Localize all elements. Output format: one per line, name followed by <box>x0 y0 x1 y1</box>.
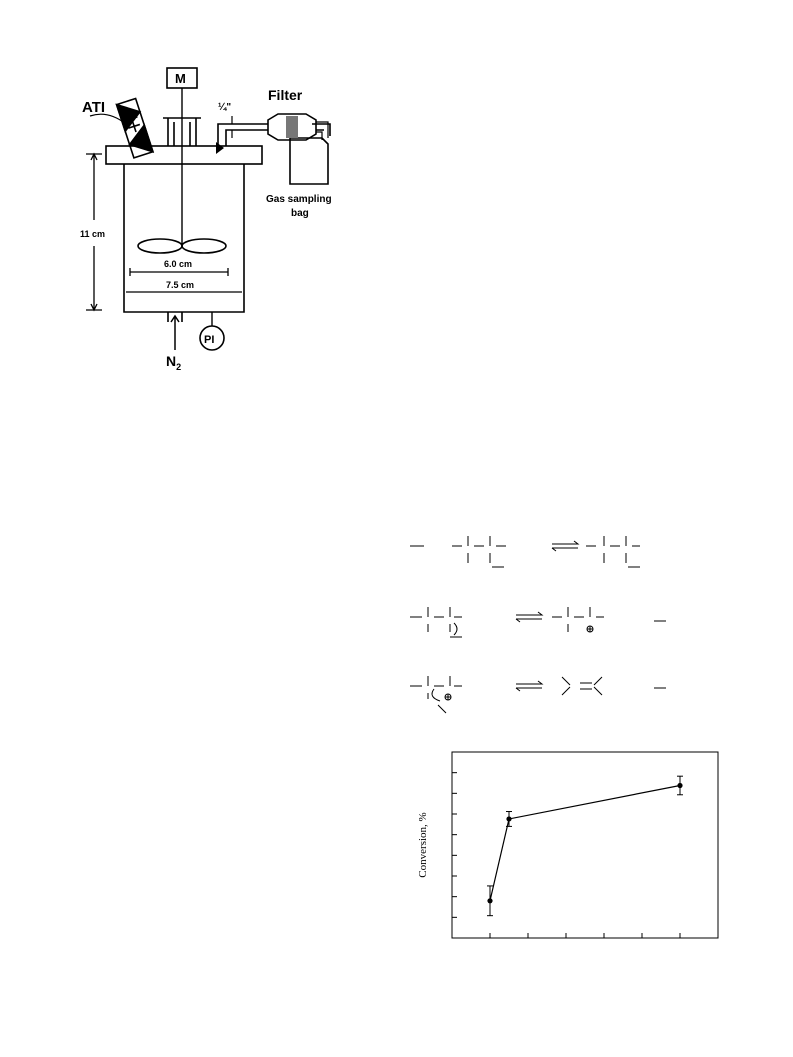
motor-label: M <box>175 71 186 86</box>
scheme-row2-carbocation <box>552 607 604 632</box>
pressure-indicator-label: PI <box>204 334 215 346</box>
scheme-row1-equilibrium-arrow <box>552 541 578 551</box>
scheme-row1-product <box>586 536 640 567</box>
data-point <box>677 783 682 788</box>
impeller-left-blade <box>138 239 182 253</box>
scheme-row2-equilibrium-arrow <box>516 612 542 622</box>
data-point <box>506 816 511 821</box>
conversion-series <box>487 776 683 916</box>
ati-probe <box>117 98 153 157</box>
scheme-row3-alkene <box>562 677 602 695</box>
gas-sampling-bag <box>290 138 328 184</box>
ati-label: ATI <box>82 99 106 116</box>
reactor-diagram <box>60 60 380 380</box>
series-line <box>490 785 680 900</box>
outlet-valve <box>216 142 224 154</box>
impeller-width-dimension <box>130 268 228 276</box>
scheme-row3-reactant <box>410 676 462 713</box>
vessel-flange <box>106 146 262 164</box>
vessel-width-label: 7.5 cm <box>166 280 195 290</box>
scheme-row3-equilibrium-arrow <box>516 681 542 691</box>
bag-label-line1: Gas sampling <box>266 194 332 205</box>
pipe-size-label: ¼" <box>218 102 232 113</box>
y-axis-label: Conversion, % <box>417 812 429 878</box>
n2-inlet-arrow <box>171 316 179 350</box>
impeller-width-label: 6.0 cm <box>164 259 193 269</box>
data-point <box>487 898 492 903</box>
bag-label-line2: bag <box>291 208 309 219</box>
plot-frame <box>452 752 718 938</box>
height-label: 11 cm <box>80 229 106 239</box>
filter-packing <box>286 116 298 138</box>
conversion-chart <box>408 740 728 950</box>
x-axis-ticks <box>490 933 680 938</box>
reaction-scheme <box>400 525 680 725</box>
gas-line <box>218 124 268 146</box>
scheme-row1-reactant-b <box>452 536 506 567</box>
y-axis-ticks <box>452 773 457 918</box>
scheme-row2-reactant <box>410 607 462 637</box>
gas-inlet-label: $N_2$ <box>166 353 182 372</box>
filter-label: Filter <box>268 87 303 103</box>
impeller-right-blade <box>182 239 226 253</box>
